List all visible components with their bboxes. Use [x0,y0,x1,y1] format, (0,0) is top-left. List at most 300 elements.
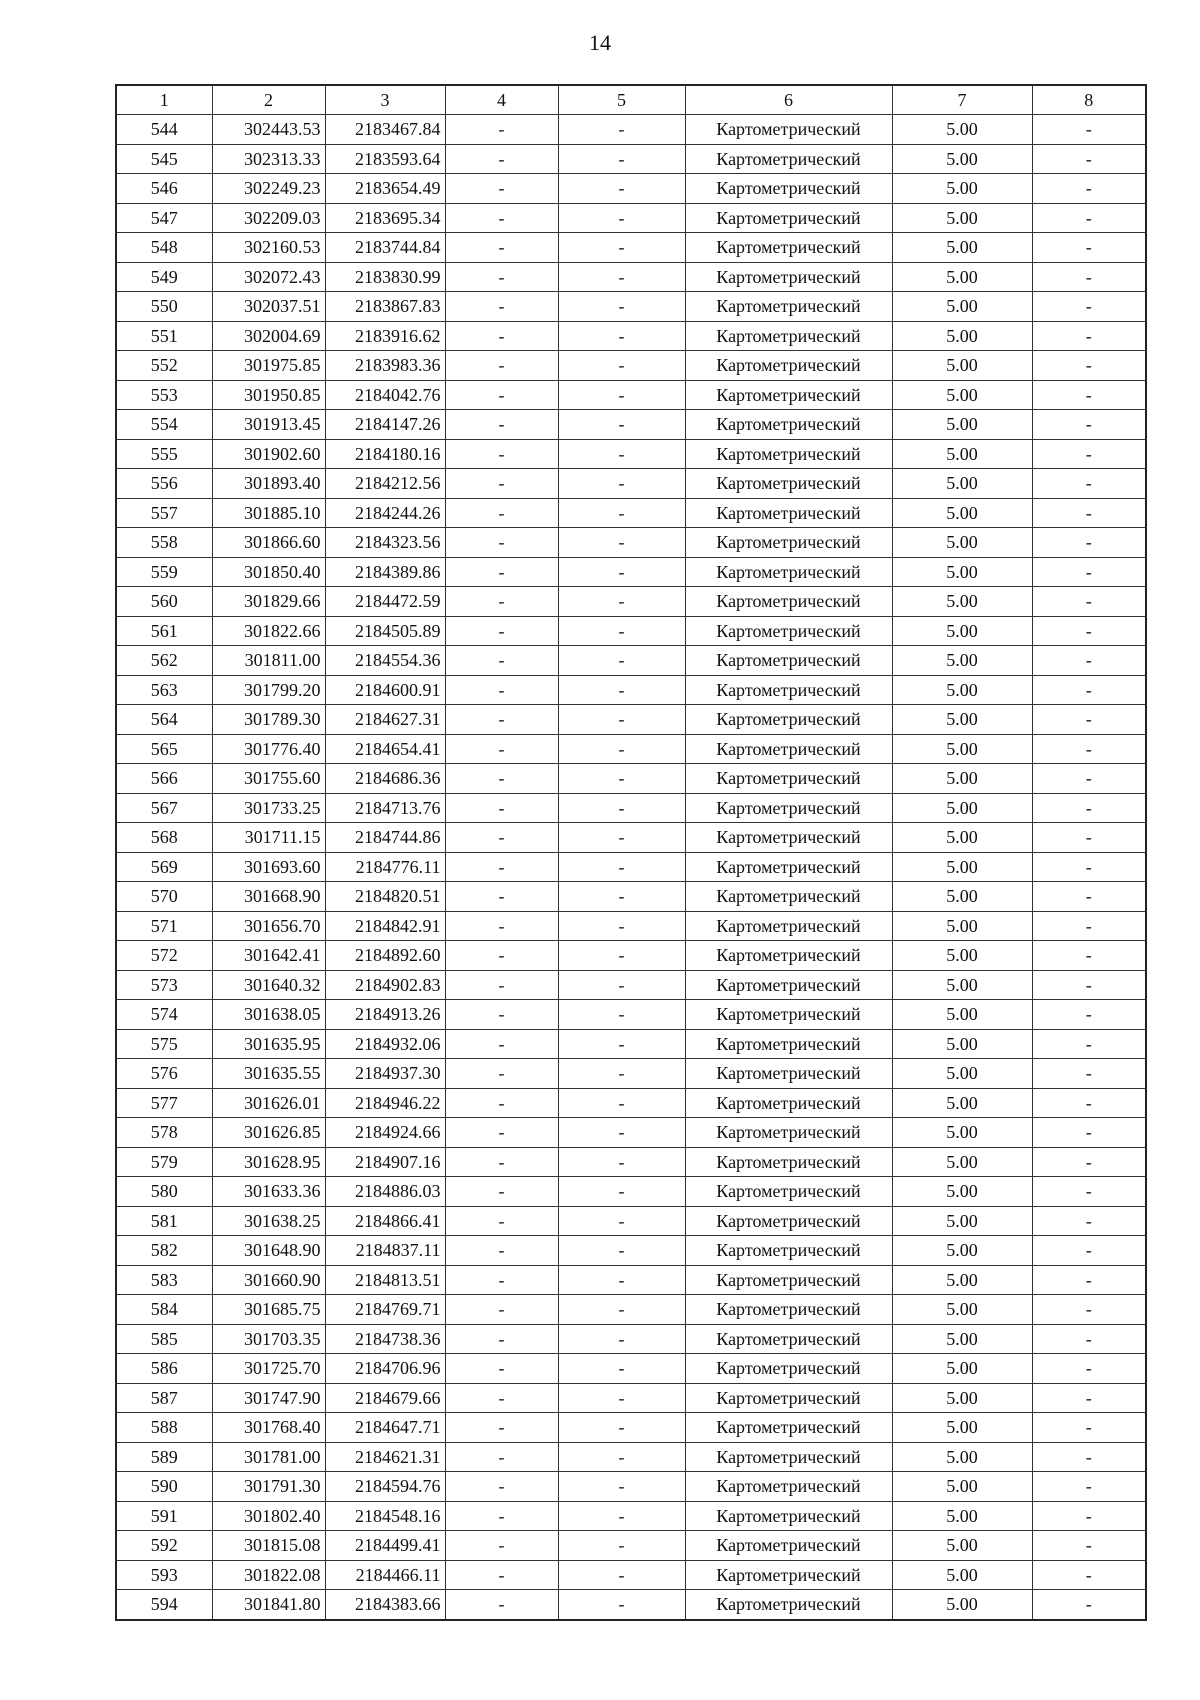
col-4-value-cell: - [445,351,558,381]
accuracy-cell: 5.00 [892,498,1032,528]
table-row [116,1560,1146,1590]
col-8-value-cell: - [1032,174,1146,204]
header-cell: 4 [445,85,558,115]
col-4-value-cell: - [445,616,558,646]
x-coordinate-cell: 301711.15 [212,823,325,853]
col-5-value-cell: - [558,174,685,204]
table-row [116,616,1146,646]
col-4-value-cell: - [445,174,558,204]
accuracy-cell: 5.00 [892,823,1032,853]
col-5-value-cell: - [558,144,685,174]
y-coordinate-cell: 2184042.76 [325,380,445,410]
col-8-value-cell: - [1032,705,1146,735]
table-row [116,115,1146,145]
y-coordinate-cell: 2183467.84 [325,115,445,145]
method-cell: Картометрический [685,970,892,1000]
method-cell: Картометрический [685,941,892,971]
point-number-cell: 547 [116,203,212,233]
col-4-value-cell: - [445,1206,558,1236]
y-coordinate-cell: 2184594.76 [325,1472,445,1502]
col-5-value-cell: - [558,616,685,646]
table-body [116,115,1146,1620]
y-coordinate-cell: 2183983.36 [325,351,445,381]
col-4-value-cell: - [445,144,558,174]
col-8-value-cell: - [1032,1472,1146,1502]
point-number-cell: 548 [116,233,212,263]
point-number-cell: 567 [116,793,212,823]
method-cell: Картометрический [685,1236,892,1266]
header-cell: 7 [892,85,1032,115]
col-8-value-cell: - [1032,823,1146,853]
method-cell: Картометрический [685,587,892,617]
accuracy-cell: 5.00 [892,1029,1032,1059]
accuracy-cell: 5.00 [892,1324,1032,1354]
x-coordinate-cell: 302004.69 [212,321,325,351]
col-8-value-cell: - [1032,1118,1146,1148]
accuracy-cell: 5.00 [892,439,1032,469]
col-8-value-cell: - [1032,262,1146,292]
point-number-cell: 568 [116,823,212,853]
col-4-value-cell: - [445,380,558,410]
col-8-value-cell: - [1032,1206,1146,1236]
point-number-cell: 581 [116,1206,212,1236]
x-coordinate-cell: 301635.95 [212,1029,325,1059]
col-8-value-cell: - [1032,1236,1146,1266]
x-coordinate-cell: 301693.60 [212,852,325,882]
point-number-cell: 587 [116,1383,212,1413]
header-cell: 1 [116,85,212,115]
table-row [116,705,1146,735]
col-5-value-cell: - [558,587,685,617]
x-coordinate-cell: 301975.85 [212,351,325,381]
col-8-value-cell: - [1032,115,1146,145]
y-coordinate-cell: 2184621.31 [325,1442,445,1472]
col-5-value-cell: - [558,1177,685,1207]
col-8-value-cell: - [1032,1088,1146,1118]
col-5-value-cell: - [558,1442,685,1472]
table-row [116,1442,1146,1472]
point-number-cell: 572 [116,941,212,971]
col-4-value-cell: - [445,203,558,233]
page-number: 14 [589,30,611,55]
method-cell: Картометрический [685,144,892,174]
method-cell: Картометрический [685,852,892,882]
method-cell: Картометрический [685,469,892,499]
accuracy-cell: 5.00 [892,1265,1032,1295]
accuracy-cell: 5.00 [892,705,1032,735]
col-4-value-cell: - [445,793,558,823]
col-5-value-cell: - [558,1029,685,1059]
table-row [116,1236,1146,1266]
y-coordinate-cell: 2184738.36 [325,1324,445,1354]
point-number-cell: 552 [116,351,212,381]
col-5-value-cell: - [558,1295,685,1325]
table-row [116,734,1146,764]
y-coordinate-cell: 2183867.83 [325,292,445,322]
col-8-value-cell: - [1032,498,1146,528]
table-row [116,587,1146,617]
y-coordinate-cell: 2184627.31 [325,705,445,735]
method-cell: Картометрический [685,823,892,853]
table-row [116,852,1146,882]
accuracy-cell: 5.00 [892,764,1032,794]
table-row [116,823,1146,853]
col-8-value-cell: - [1032,439,1146,469]
col-8-value-cell: - [1032,1177,1146,1207]
method-cell: Картометрический [685,292,892,322]
point-number-cell: 549 [116,262,212,292]
point-number-cell: 590 [116,1472,212,1502]
accuracy-cell: 5.00 [892,1383,1032,1413]
accuracy-cell: 5.00 [892,203,1032,233]
method-cell: Картометрический [685,1413,892,1443]
method-cell: Картометрический [685,1088,892,1118]
col-4-value-cell: - [445,1324,558,1354]
x-coordinate-cell: 301648.90 [212,1236,325,1266]
col-4-value-cell: - [445,469,558,499]
point-number-cell: 571 [116,911,212,941]
method-cell: Картометрический [685,321,892,351]
table-row [116,793,1146,823]
y-coordinate-cell: 2184383.66 [325,1590,445,1620]
col-4-value-cell: - [445,115,558,145]
point-number-cell: 554 [116,410,212,440]
col-4-value-cell: - [445,292,558,322]
x-coordinate-cell: 301635.55 [212,1059,325,1089]
x-coordinate-cell: 301841.80 [212,1590,325,1620]
col-8-value-cell: - [1032,616,1146,646]
x-coordinate-cell: 301776.40 [212,734,325,764]
col-5-value-cell: - [558,469,685,499]
table-row [116,174,1146,204]
accuracy-cell: 5.00 [892,351,1032,381]
col-5-value-cell: - [558,1383,685,1413]
col-5-value-cell: - [558,1059,685,1089]
point-number-cell: 592 [116,1531,212,1561]
col-8-value-cell: - [1032,793,1146,823]
table-row [116,1590,1146,1620]
x-coordinate-cell: 302313.33 [212,144,325,174]
y-coordinate-cell: 2184744.86 [325,823,445,853]
method-cell: Картометрический [685,911,892,941]
y-coordinate-cell: 2184842.91 [325,911,445,941]
y-coordinate-cell: 2183916.62 [325,321,445,351]
y-coordinate-cell: 2184212.56 [325,469,445,499]
method-cell: Картометрический [685,1029,892,1059]
x-coordinate-cell: 301913.45 [212,410,325,440]
col-4-value-cell: - [445,882,558,912]
table-row [116,1118,1146,1148]
col-8-value-cell: - [1032,1295,1146,1325]
x-coordinate-cell: 301866.60 [212,528,325,558]
point-number-cell: 589 [116,1442,212,1472]
col-8-value-cell: - [1032,469,1146,499]
table-row [116,1206,1146,1236]
col-8-value-cell: - [1032,1059,1146,1089]
col-8-value-cell: - [1032,675,1146,705]
x-coordinate-cell: 301789.30 [212,705,325,735]
x-coordinate-cell: 302249.23 [212,174,325,204]
method-cell: Картометрический [685,557,892,587]
y-coordinate-cell: 2184892.60 [325,941,445,971]
point-number-cell: 586 [116,1354,212,1384]
col-4-value-cell: - [445,734,558,764]
x-coordinate-cell: 301791.30 [212,1472,325,1502]
coordinate-table-container [115,84,1145,1621]
col-8-value-cell: - [1032,646,1146,676]
y-coordinate-cell: 2183593.64 [325,144,445,174]
table-row [116,528,1146,558]
col-5-value-cell: - [558,321,685,351]
accuracy-cell: 5.00 [892,380,1032,410]
point-number-cell: 594 [116,1590,212,1620]
accuracy-cell: 5.00 [892,1413,1032,1443]
col-8-value-cell: - [1032,233,1146,263]
col-8-value-cell: - [1032,1354,1146,1384]
col-8-value-cell: - [1032,1590,1146,1620]
col-4-value-cell: - [445,1295,558,1325]
x-coordinate-cell: 301747.90 [212,1383,325,1413]
col-5-value-cell: - [558,941,685,971]
col-8-value-cell: - [1032,410,1146,440]
y-coordinate-cell: 2184244.26 [325,498,445,528]
method-cell: Картометрический [685,1206,892,1236]
method-cell: Картометрический [685,616,892,646]
point-number-cell: 578 [116,1118,212,1148]
point-number-cell: 585 [116,1324,212,1354]
col-5-value-cell: - [558,734,685,764]
x-coordinate-cell: 301802.40 [212,1501,325,1531]
col-5-value-cell: - [558,1088,685,1118]
col-8-value-cell: - [1032,1501,1146,1531]
method-cell: Картометрический [685,734,892,764]
col-5-value-cell: - [558,1265,685,1295]
x-coordinate-cell: 301885.10 [212,498,325,528]
method-cell: Картометрический [685,115,892,145]
accuracy-cell: 5.00 [892,734,1032,764]
y-coordinate-cell: 2184505.89 [325,616,445,646]
x-coordinate-cell: 301626.85 [212,1118,325,1148]
col-4-value-cell: - [445,1590,558,1620]
header-row [116,85,1146,115]
col-5-value-cell: - [558,1472,685,1502]
accuracy-cell: 5.00 [892,410,1032,440]
col-4-value-cell: - [445,1029,558,1059]
col-4-value-cell: - [445,1560,558,1590]
x-coordinate-cell: 301781.00 [212,1442,325,1472]
method-cell: Картометрический [685,233,892,263]
point-number-cell: 583 [116,1265,212,1295]
col-4-value-cell: - [445,528,558,558]
x-coordinate-cell: 301755.60 [212,764,325,794]
point-number-cell: 576 [116,1059,212,1089]
header-cell: 2 [212,85,325,115]
col-8-value-cell: - [1032,587,1146,617]
y-coordinate-cell: 2184554.36 [325,646,445,676]
y-coordinate-cell: 2184472.59 [325,587,445,617]
table-row [116,292,1146,322]
col-4-value-cell: - [445,1442,558,1472]
y-coordinate-cell: 2184706.96 [325,1354,445,1384]
method-cell: Картометрический [685,793,892,823]
table-row [116,882,1146,912]
point-number-cell: 555 [116,439,212,469]
table-row [116,1472,1146,1502]
method-cell: Картометрический [685,675,892,705]
col-8-value-cell: - [1032,1531,1146,1561]
table-row [116,1177,1146,1207]
method-cell: Картометрический [685,1560,892,1590]
x-coordinate-cell: 301829.66 [212,587,325,617]
col-4-value-cell: - [445,970,558,1000]
x-coordinate-cell: 301768.40 [212,1413,325,1443]
col-5-value-cell: - [558,203,685,233]
y-coordinate-cell: 2184600.91 [325,675,445,705]
accuracy-cell: 5.00 [892,1147,1032,1177]
point-number-cell: 566 [116,764,212,794]
col-8-value-cell: - [1032,852,1146,882]
point-number-cell: 580 [116,1177,212,1207]
col-5-value-cell: - [558,351,685,381]
col-5-value-cell: - [558,705,685,735]
coordinate-table [115,84,1147,1621]
col-4-value-cell: - [445,1501,558,1531]
col-8-value-cell: - [1032,1413,1146,1443]
point-number-cell: 563 [116,675,212,705]
x-coordinate-cell: 301633.36 [212,1177,325,1207]
x-coordinate-cell: 301902.60 [212,439,325,469]
y-coordinate-cell: 2183744.84 [325,233,445,263]
table-row [116,646,1146,676]
x-coordinate-cell: 301950.85 [212,380,325,410]
col-5-value-cell: - [558,1236,685,1266]
col-5-value-cell: - [558,911,685,941]
col-5-value-cell: - [558,1324,685,1354]
y-coordinate-cell: 2184776.11 [325,852,445,882]
point-number-cell: 553 [116,380,212,410]
x-coordinate-cell: 301725.70 [212,1354,325,1384]
table-header [116,85,1146,115]
table-row [116,1324,1146,1354]
col-5-value-cell: - [558,852,685,882]
y-coordinate-cell: 2184180.16 [325,439,445,469]
method-cell: Картометрический [685,351,892,381]
table-row [116,1383,1146,1413]
col-8-value-cell: - [1032,1324,1146,1354]
table-row [116,557,1146,587]
y-coordinate-cell: 2184499.41 [325,1531,445,1561]
accuracy-cell: 5.00 [892,970,1032,1000]
method-cell: Картометрический [685,1000,892,1030]
col-5-value-cell: - [558,410,685,440]
accuracy-cell: 5.00 [892,793,1032,823]
col-5-value-cell: - [558,1354,685,1384]
table-row [116,911,1146,941]
x-coordinate-cell: 302037.51 [212,292,325,322]
accuracy-cell: 5.00 [892,528,1032,558]
accuracy-cell: 5.00 [892,616,1032,646]
col-5-value-cell: - [558,233,685,263]
method-cell: Картометрический [685,1383,892,1413]
col-5-value-cell: - [558,823,685,853]
table-row [116,1088,1146,1118]
col-4-value-cell: - [445,1383,558,1413]
accuracy-cell: 5.00 [892,262,1032,292]
x-coordinate-cell: 301850.40 [212,557,325,587]
col-4-value-cell: - [445,233,558,263]
accuracy-cell: 5.00 [892,882,1032,912]
accuracy-cell: 5.00 [892,675,1032,705]
col-5-value-cell: - [558,1206,685,1236]
point-number-cell: 559 [116,557,212,587]
method-cell: Картометрический [685,1472,892,1502]
point-number-cell: 544 [116,115,212,145]
y-coordinate-cell: 2184913.26 [325,1000,445,1030]
method-cell: Картометрический [685,646,892,676]
y-coordinate-cell: 2184466.11 [325,1560,445,1590]
col-5-value-cell: - [558,675,685,705]
table-row [116,675,1146,705]
method-cell: Картометрический [685,1354,892,1384]
accuracy-cell: 5.00 [892,292,1032,322]
y-coordinate-cell: 2183830.99 [325,262,445,292]
col-8-value-cell: - [1032,292,1146,322]
accuracy-cell: 5.00 [892,1059,1032,1089]
col-4-value-cell: - [445,705,558,735]
method-cell: Картометрический [685,498,892,528]
col-4-value-cell: - [445,1354,558,1384]
point-number-cell: 551 [116,321,212,351]
table-row [116,321,1146,351]
col-4-value-cell: - [445,1177,558,1207]
col-5-value-cell: - [558,764,685,794]
accuracy-cell: 5.00 [892,941,1032,971]
table-row [116,498,1146,528]
point-number-cell: 574 [116,1000,212,1030]
col-4-value-cell: - [445,764,558,794]
table-row [116,144,1146,174]
method-cell: Картометрический [685,174,892,204]
method-cell: Картометрический [685,528,892,558]
x-coordinate-cell: 302072.43 [212,262,325,292]
method-cell: Картометрический [685,203,892,233]
y-coordinate-cell: 2184647.71 [325,1413,445,1443]
header-cell: 5 [558,85,685,115]
accuracy-cell: 5.00 [892,1000,1032,1030]
y-coordinate-cell: 2184813.51 [325,1265,445,1295]
x-coordinate-cell: 302160.53 [212,233,325,263]
col-5-value-cell: - [558,1501,685,1531]
method-cell: Картометрический [685,410,892,440]
col-4-value-cell: - [445,262,558,292]
col-5-value-cell: - [558,262,685,292]
col-5-value-cell: - [558,292,685,322]
table-row [116,1265,1146,1295]
accuracy-cell: 5.00 [892,1442,1032,1472]
x-coordinate-cell: 301811.00 [212,646,325,676]
accuracy-cell: 5.00 [892,321,1032,351]
col-4-value-cell: - [445,587,558,617]
x-coordinate-cell: 301638.05 [212,1000,325,1030]
col-4-value-cell: - [445,557,558,587]
header-cell: 3 [325,85,445,115]
col-8-value-cell: - [1032,1265,1146,1295]
table-row [116,410,1146,440]
y-coordinate-cell: 2184886.03 [325,1177,445,1207]
col-4-value-cell: - [445,439,558,469]
col-4-value-cell: - [445,1236,558,1266]
table-row [116,970,1146,1000]
